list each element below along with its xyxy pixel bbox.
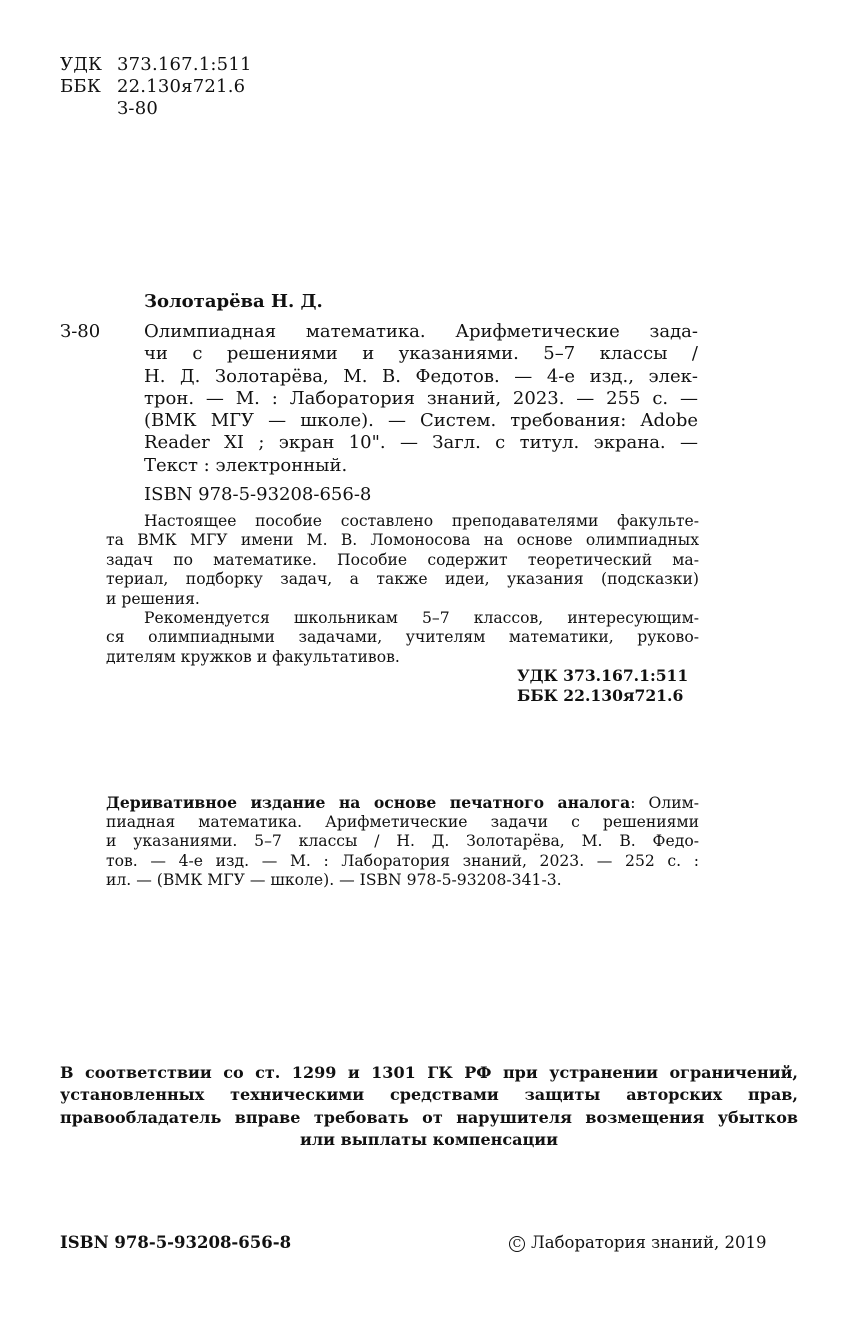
- derivative-line: и указаниями. 5–7 классы / Н. Д. Золотарёва, М. В. Федо-: [106, 832, 699, 851]
- author-mark-top: З-80: [117, 98, 159, 119]
- bibliographic-description: [144, 321, 698, 477]
- copyright-text: Лаборатория знаний, 2019: [531, 1233, 767, 1252]
- derivative-line: ил. — (ВМК МГУ — школе). — ISBN 978-5-93208-341-3.: [106, 871, 562, 890]
- derivative-line: [106, 793, 699, 813]
- description-line: трон. — М. : Лаборатория знаний, 2023. — 255 с. —: [144, 387, 698, 409]
- classification-block-top: [60, 54, 252, 120]
- annotation-line: Рекомендуется школьникам 5–7 классов, интересующим-: [144, 608, 699, 627]
- annotation-line: дителям кружков и факультативов.: [106, 647, 400, 666]
- classification-block-right: [517, 666, 688, 706]
- legal-notice: [60, 1062, 798, 1152]
- annotation-line: Настоящее пособие составлено преподавателями факульте-: [144, 512, 699, 530]
- annotation-line: та ВМК МГУ имени М. В. Ломоносова на основе олимпиадных: [106, 531, 699, 550]
- copyright-icon: C: [509, 1236, 525, 1252]
- bbk-right: ББК 22.130я721.6: [517, 686, 684, 705]
- description-line: Олимпиадная математика. Арифметические зада-: [144, 321, 698, 342]
- annotation: [106, 512, 699, 667]
- description-line: (ВМК МГУ — школе). — Систем. требования: Adobe: [144, 410, 698, 432]
- udk-line: [60, 54, 252, 76]
- description-line: чи с решениями и указаниями. 5–7 классы /: [144, 343, 698, 365]
- derivative-first-rest: : Олим-: [630, 794, 699, 812]
- description-line: Reader XI ; экран 10". — Загл. с титул. экрана. —: [144, 432, 698, 454]
- description-line: Н. Д. Золотарёва, М. В. Федотов. — 4-е изд., элек-: [144, 365, 698, 387]
- derivative-line: пиадная математика. Арифметические задачи с решениями: [106, 812, 699, 831]
- legal-line: установленных техническими средствами защиты авторских прав,: [60, 1085, 798, 1105]
- bbk-value: 22.130я721.6: [117, 76, 246, 97]
- legal-line: В соответствии со ст. 1299 и 1301 ГК РФ при устранении ограничений,: [60, 1063, 798, 1082]
- annotation-line: и решения.: [106, 589, 200, 608]
- isbn-footer: ISBN 978-5-93208-656-8: [60, 1233, 292, 1252]
- derivative-label: Деривативное издание на основе печатного аналога: [106, 793, 631, 812]
- legal-line: или выплаты компенсации: [299, 1130, 558, 1150]
- bbk-line: [60, 76, 252, 98]
- legal-line: правообладатель вправе требовать от нарушителя возмещения убытков: [60, 1107, 798, 1127]
- annotation-line: задач по математике. Пособие содержит теоретический ма-: [106, 550, 699, 569]
- udk-value: 373.167.1:511: [117, 54, 252, 75]
- annotation-line: териал, подборку задач, а также идеи, указания (подсказки): [106, 570, 699, 589]
- bbk-label: ББК: [60, 76, 101, 97]
- udk-right: УДК 373.167.1:511: [517, 666, 689, 685]
- udk-label: УДК: [60, 54, 103, 75]
- copyright: [509, 1233, 766, 1252]
- annotation-line: ся олимпиадными задачами, учителям математики, руково-: [106, 628, 699, 647]
- author-heading: Золотарёва Н. Д.: [144, 291, 323, 312]
- derivative-line: тов. — 4-е изд. — М. : Лаборатория знаний, 2023. — 252 с. :: [106, 851, 699, 870]
- isbn-main: ISBN 978-5-93208-656-8: [144, 484, 372, 505]
- derivative-edition: [106, 793, 699, 891]
- description-line: Текст : электронный.: [144, 454, 348, 476]
- author-mark: З-80: [60, 321, 101, 342]
